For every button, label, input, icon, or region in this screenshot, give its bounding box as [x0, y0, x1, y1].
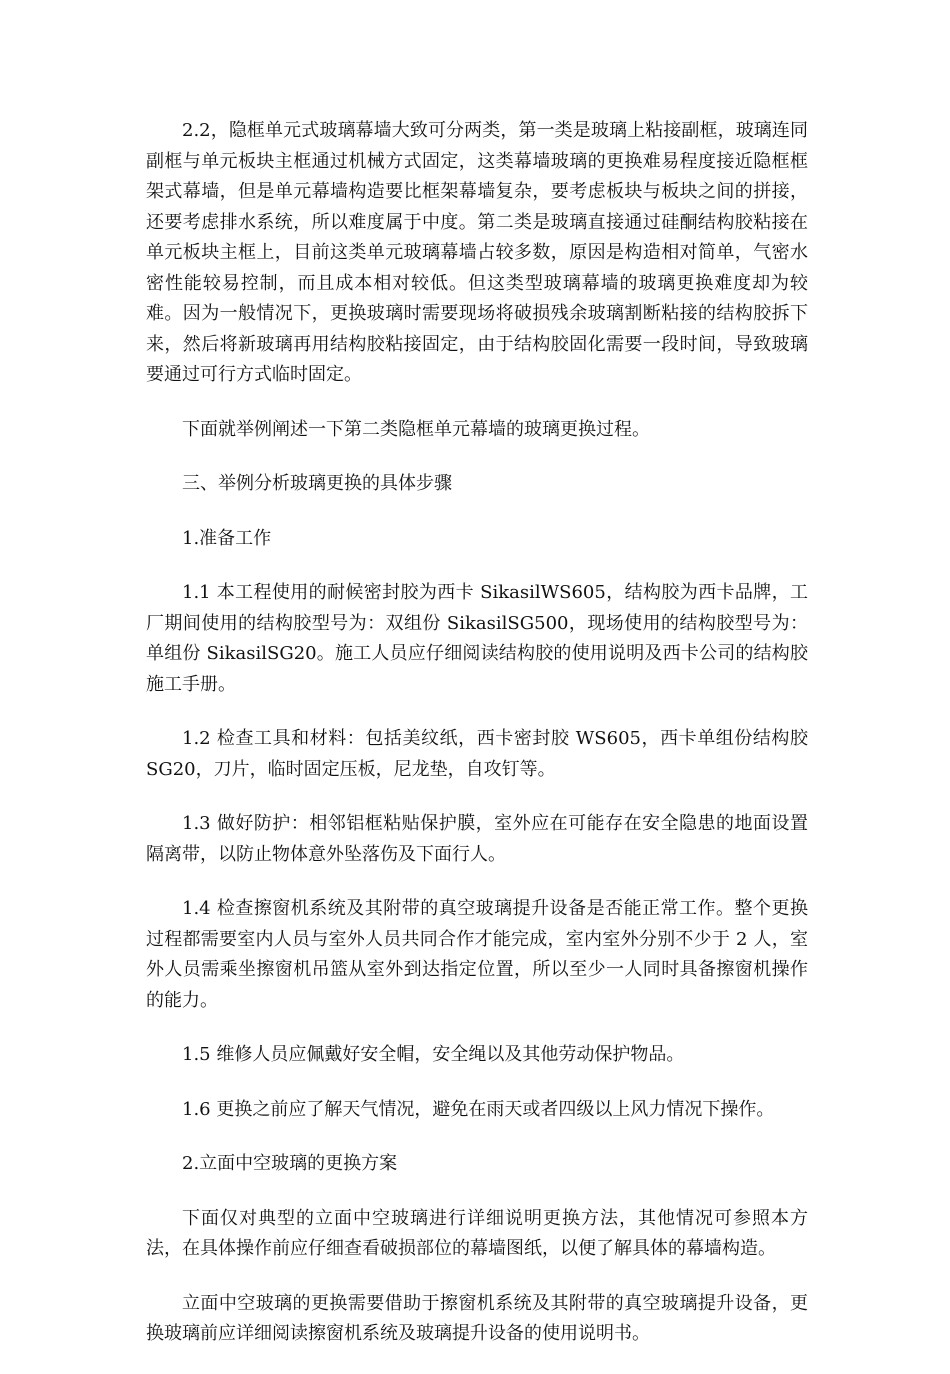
paragraph-2-2-unit-curtain-wall: 2.2，隐框单元式玻璃幕墙大致可分两类，第一类是玻璃上粘接副框，玻璃连同副框与单元板块主框通过机械方式固定，这类幕墙玻璃的更换难易程度接近隐框框架式幕墙，但是单元幕墙构造要比框架幕墙复杂，要考虑板块与板块之间的拼接，还要考虑排水系统，所以难度属于中度。第二类是玻璃直接通过硅酮结构胶粘接在单元板块主框上，目前这类单元玻璃幕墙占较多数，原因是构造相对简单，气密水密性能较易控制，而且成本相对较低。但这类型玻璃幕墙的玻璃更换难度却为较难。因为一般情况下，更换玻璃时需要现场将破损残余玻璃割断粘接的结构胶拆下来，然后将新玻璃再用结构胶粘接固定，由于结构胶固化需要一段时间，导致玻璃要通过可行方式临时固定。: [146, 120, 808, 385]
paragraph-1-2-tools: 1.2 检查工具和材料：包括美纹纸，西卡密封胶 WS605，西卡单组份结构胶 SG20，刀片，临时固定压板，尼龙垫，自攻钉等。: [146, 728, 808, 780]
paragraph-1-6-weather: 1.6 更换之前应了解天气情况，避免在雨天或者四级以上风力情况下操作。: [182, 1098, 775, 1120]
paragraph-method-note: 下面仅对典型的立面中空玻璃进行详细说明更换方法，其他情况可参照本方法，在具体操作前应仔细查看破损部位的幕墙图纸，以便了解具体的幕墙构造。: [146, 1207, 808, 1259]
section-heading-3: 三、举例分析玻璃更换的具体步骤: [182, 473, 452, 494]
paragraph-1-3-protection: 1.3 做好防护：相邻铝框粘贴保护膜，室外应在可能存在安全隐患的地面设置隔离带，以防止物体意外坠落伤及下面行人。: [146, 813, 808, 865]
paragraph-1-1-sealant: 1.1 本工程使用的耐候密封胶为西卡 SikasilWS605，结构胶为西卡品牌，工厂期间使用的结构胶型号为：双组份 SikasilSG500，现场使用的结构胶型号为：单组份 SikasilSG20。施工人员应仔细阅读结构胶的使用说明及西卡公司的结构胶施工手册。: [146, 582, 808, 695]
paragraph-1-4-equipment: 1.4 检查擦窗机系统及其附带的真空玻璃提升设备是否能正常工作。整个更换过程都需要室内人员与室外人员共同合作才能完成，室内室外分别不少于 2 人，室外人员需乘坐擦窗机吊篮从室外到达指定位置，所以至少一人同时具备擦窗机操作的能力。: [146, 898, 808, 1011]
document-page: [146, 116, 808, 1374]
paragraph-1-5-safety: 1.5 维修人员应佩戴好安全帽，安全绳以及其他劳动保护物品。: [182, 1044, 685, 1065]
paragraph-example-intro: 下面就举例阐述一下第二类隐框单元幕墙的玻璃更换过程。: [182, 418, 650, 440]
subheading-preparation: 1.准备工作: [182, 527, 272, 549]
paragraph-equipment-note: 立面中空玻璃的更换需要借助于擦窗机系统及其附带的真空玻璃提升设备，更换玻璃前应详细阅读擦窗机系统及玻璃提升设备的使用说明书。: [146, 1292, 808, 1344]
subheading-replacement-plan: 2.立面中空玻璃的更换方案: [182, 1153, 398, 1174]
